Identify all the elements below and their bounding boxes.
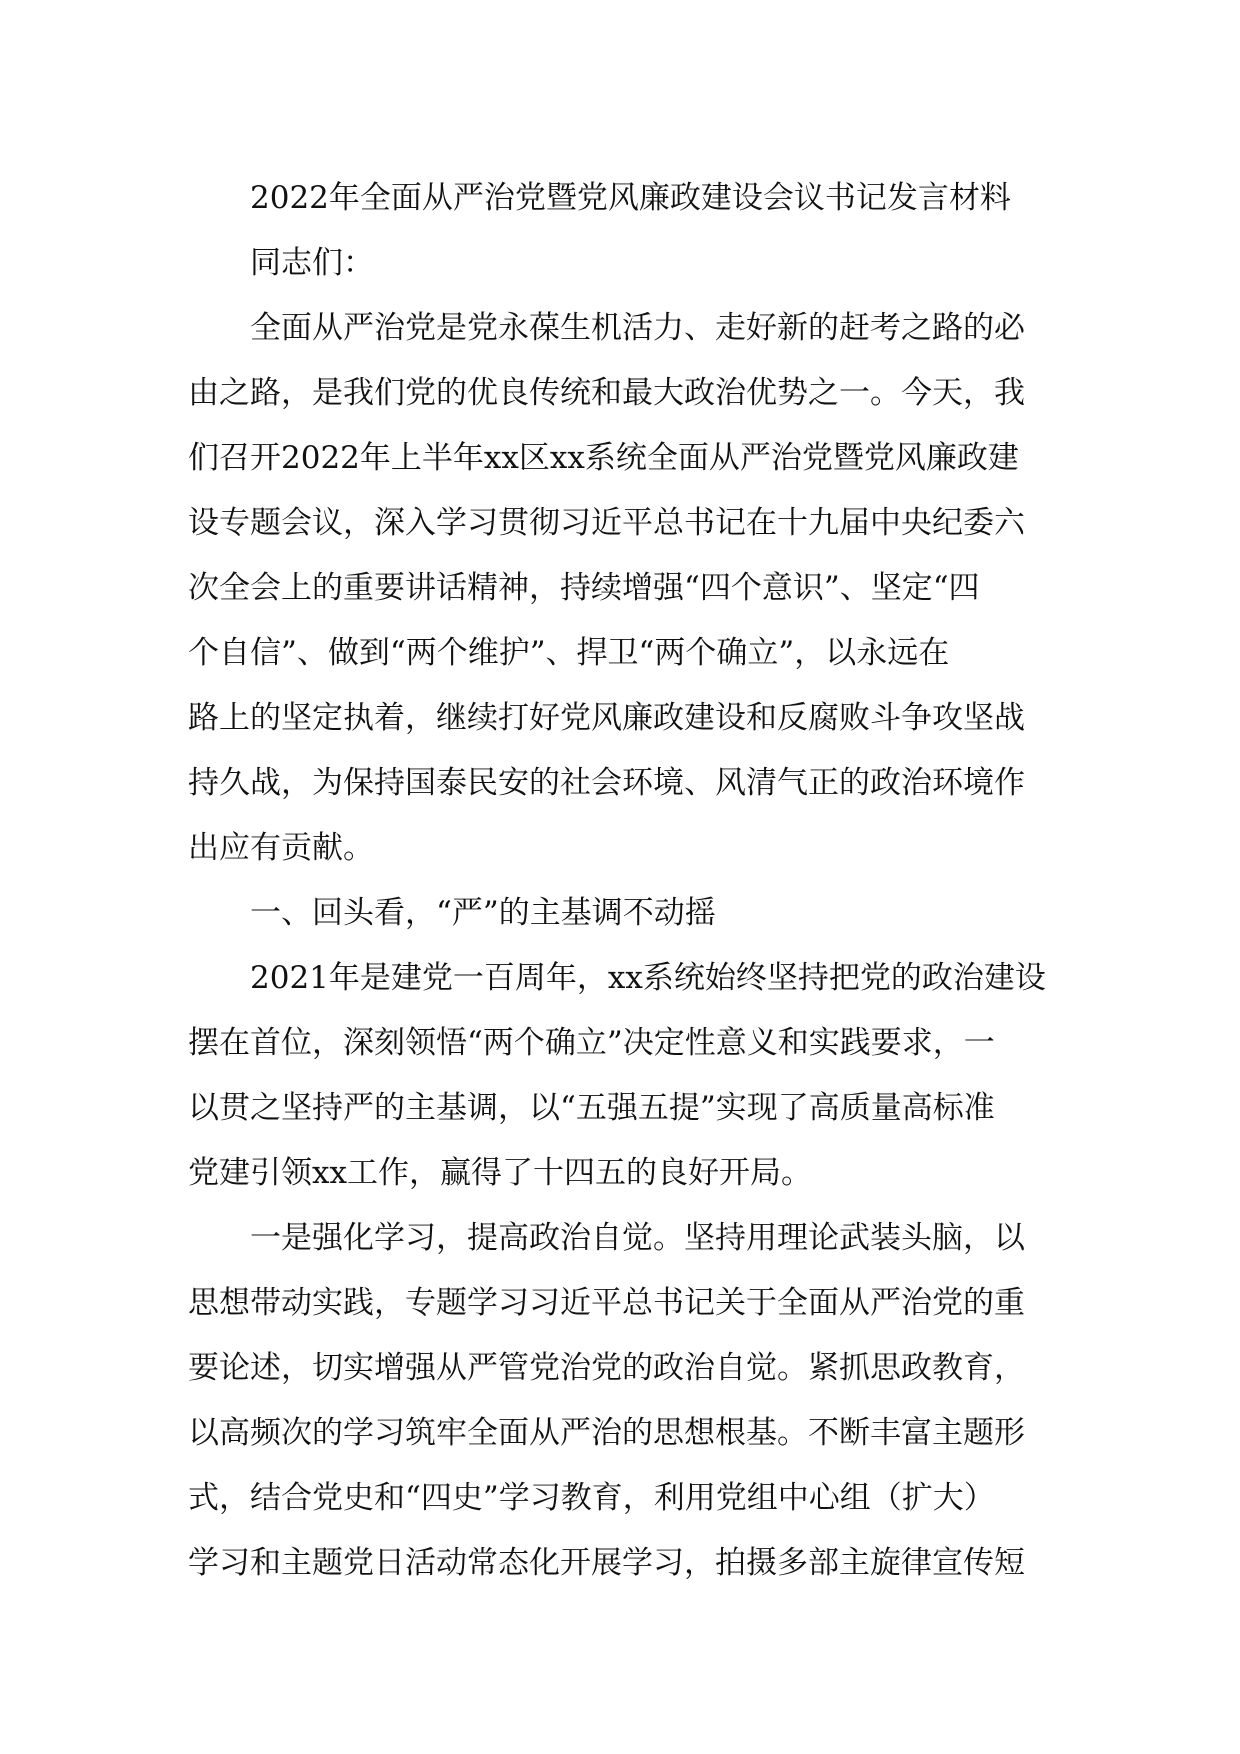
paragraph-line: 由之路，是我们党的优良传统和最大政治优势之一。今天，我 <box>188 375 1025 411</box>
paragraph-line: 式，结合党史和“四史”学习教育，利用党组中心组（扩大） <box>188 1480 995 1516</box>
paragraph-line: 思想带动实践，专题学习习近平总书记关于全面从严治党的重 <box>188 1285 1025 1321</box>
paragraph-line: 出应有贡献。 <box>188 830 374 866</box>
section-heading: 一、回头看，“严”的主基调不动摇 <box>250 895 716 931</box>
paragraph-line: 个自信”、做到“两个维护”、捍卫“两个确立”，以永远在 <box>188 635 950 671</box>
paragraph-line: 要论述，切实增强从严管党治党的政治自觉。紧抓思政教育， <box>188 1350 1025 1386</box>
paragraph-line: 设专题会议，深入学习贯彻习近平总书记在十九届中央纪委六 <box>188 505 1025 541</box>
paragraph-line: 摆在首位，深刻领悟“两个确立”决定性意义和实践要求，一 <box>188 1025 995 1061</box>
paragraph-line: 以高频次的学习筑牢全面从严治的思想根基。不断丰富主题形 <box>188 1415 1025 1451</box>
paragraph-line: 持久战，为保持国泰民安的社会环境、风清气正的政治环境作 <box>188 765 1025 801</box>
paragraph-line: 2021年是建党一百周年，xx系统始终坚持把党的政治建设 <box>250 960 1046 996</box>
paragraph-line: 全面从严治党是党永葆生机活力、走好新的赶考之路的必 <box>250 310 1025 346</box>
paragraph-line: 以贯之坚持严的主基调，以“五强五提”实现了高质量高标准 <box>188 1090 995 1126</box>
paragraph-line: 们召开2022年上半年xx区xx系统全面从严治党暨党风廉政建 <box>188 440 1019 476</box>
paragraph-line: 党建引领xx工作，赢得了十四五的良好开局。 <box>188 1155 812 1191</box>
document-body <box>188 166 1060 1596</box>
salutation: 同志们： <box>250 245 374 281</box>
paragraph-line: 一是强化学习，提高政治自觉。坚持用理论武装头脑，以 <box>250 1220 1025 1256</box>
document-title: 2022年全面从严治党暨党风廉政建设会议书记发言材料 <box>250 180 1011 216</box>
paragraph-line: 次全会上的重要讲话精神，持续增强“四个意识”、坚定“四 <box>188 570 980 606</box>
paragraph-line: 学习和主题党日活动常态化开展学习，拍摄多部主旋律宣传短 <box>188 1545 1025 1581</box>
paragraph-line: 路上的坚定执着，继续打好党风廉政建设和反腐败斗争攻坚战 <box>188 700 1025 736</box>
